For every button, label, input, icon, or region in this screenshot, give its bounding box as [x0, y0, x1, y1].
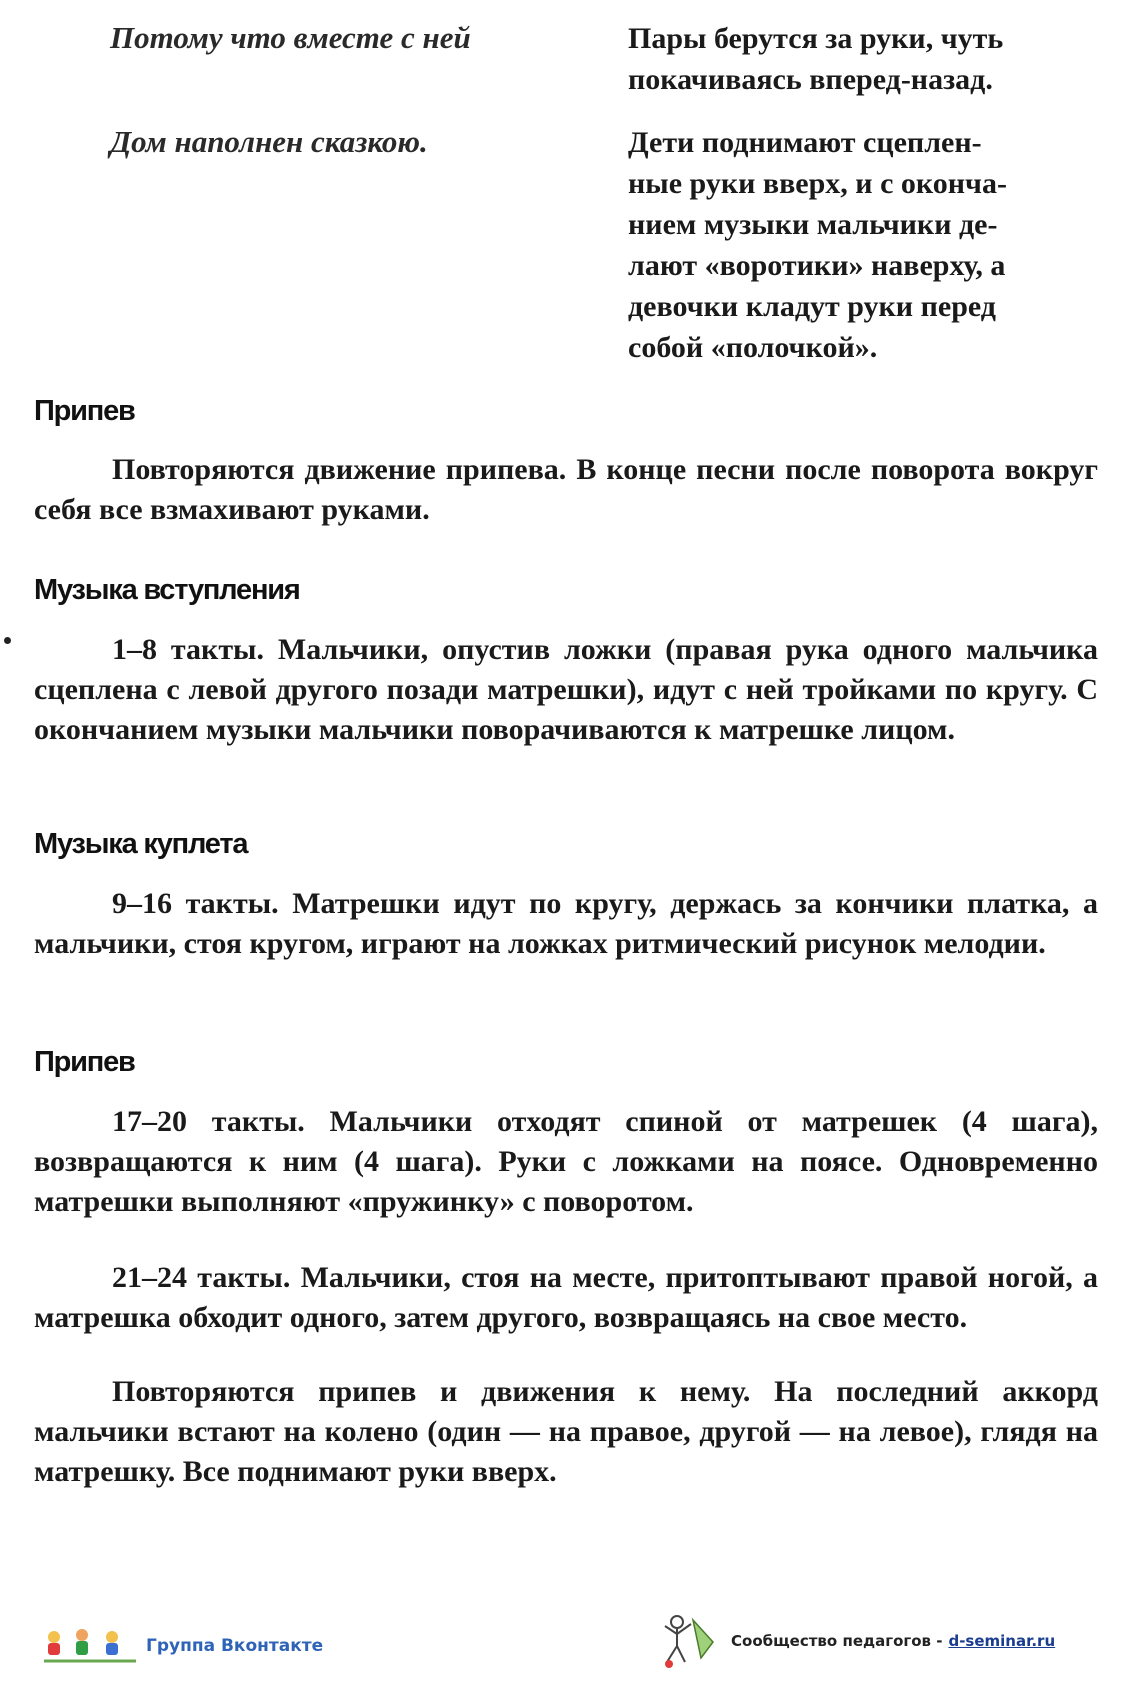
action-line: нием музыки мальчики де-	[628, 208, 998, 241]
action-line: ные руки вверх, и с оконча-	[628, 167, 1007, 200]
action-line: лают «воротики» наверху, а	[628, 249, 1006, 282]
action-line: покачиваясь вперед-назад.	[628, 63, 993, 96]
community-label: Сообщество педагогов -	[731, 1632, 943, 1650]
action-line: девочки кладут руки перед	[628, 290, 996, 323]
paragraph	[34, 1372, 1098, 1492]
bar-range: 1–8 такты.	[112, 633, 264, 666]
action-line: собой «полочкой».	[628, 331, 878, 364]
section-heading: Припев	[34, 395, 135, 427]
action-line: Пары берутся за руки, чуть	[628, 22, 1004, 55]
bar-range: 17–20 такты.	[112, 1105, 305, 1138]
paragraph-text: Повторяются движение припева. В конце песни после поворота вокруг себя все взмахивают руками.	[34, 453, 1098, 526]
paragraph	[34, 1258, 1098, 1338]
group-link-label: Группа Вконтакте	[146, 1636, 324, 1656]
children-icon	[40, 1625, 140, 1667]
lyric-text: Дом наполнен сказкою.	[110, 124, 428, 159]
paragraph-text: Мальчики отходят спиной от матрешек (4 шага), возвращаются к ним (4 шага). Руки с ложками на поясе. Одновременно матрешки выполняют «пружинку» с поворотом.	[34, 1105, 1098, 1218]
action-text	[628, 18, 1098, 100]
paragraph	[34, 450, 1098, 530]
paragraph	[34, 630, 1098, 750]
paragraph-text: Мальчики, опустив ложки (правая рука одного мальчика сцеплена с левой другого позади матрешки), идут с ней тройками по кругу. С окончанием музыки мальчики поворачиваются к матрешке лицом.	[34, 633, 1099, 746]
paragraph	[34, 1102, 1098, 1222]
paragraph-text: Повторяются припев и движения к нему. На последний аккорд мальчики встают на колено (один — на правое, другой — на левое), глядя на матрешку. Все поднимают руки вверх.	[34, 1375, 1098, 1488]
footer-community	[655, 1612, 1055, 1670]
paragraph-text: Матрешки идут по кругу, держась за кончики платка, а мальчики, стоя кругом, играют на ложках ритмический рисунок мелодии.	[34, 887, 1099, 960]
action-text	[628, 122, 1098, 368]
section-heading: Музыка куплета	[34, 828, 248, 860]
bar-range: 21–24 такты.	[112, 1261, 291, 1294]
site-link[interactable]: d-seminar.ru	[948, 1632, 1056, 1650]
teacher-logo-icon	[655, 1612, 719, 1670]
paragraph	[34, 884, 1098, 964]
footer-group-link[interactable]	[40, 1625, 323, 1667]
bar-range: 9–16 такты.	[112, 887, 279, 920]
paragraph-text: Мальчики, стоя на месте, притоптывают правой ногой, а матрешка обходит одного, затем другого, возвращаясь на свое место.	[34, 1261, 1098, 1334]
action-line: Дети поднимают сцеплен-	[628, 126, 982, 159]
section-heading: Музыка вступления	[34, 574, 300, 606]
bullet-mark	[4, 637, 11, 644]
section-heading: Припев	[34, 1046, 135, 1078]
lyric-text: Потому что вместе с ней	[110, 20, 471, 55]
